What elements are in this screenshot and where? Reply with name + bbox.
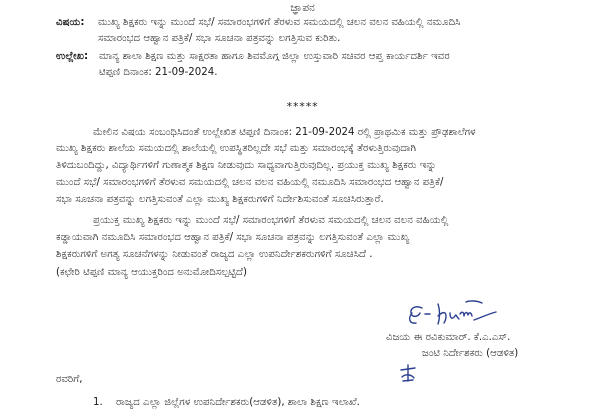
para2-line-1: ಪ್ರಯುಕ್ತ ಮುಖ್ಯ ಶಿಕ್ಷಕರು ಇನ್ನು ಮುಂದೆ ಸಭೆ/ ಸಮಾರಂಭಗಳಿಗೆ ತೆರಳುವ ಸಮಯದಲ್ಲಿ ಚಲನ ವಲನ ವಹಿಯಲ್ಲಿ: [93, 215, 449, 226]
signatory-name: ವಿಜಯ ಈ ರವಿಕುಮಾರ್. ಕೆ.ಎ.ಎಸ್.: [386, 332, 511, 343]
para1-line-3: ತಿಳಿದುಬಂದಿದ್ದು, ವಿದ್ಯಾರ್ಥಿಗಳಿಗೆ ಗುಣಾತ್ಮಕ ಶಿಕ್ಷಣ ನೀಡುವುದು ಸಾಧ್ಯವಾಗುತ್ತಿರುವುದಿಲ್ಲ. ಪ್ರಯುಕ್ತ ಮುಖ್ಯ ಶಿಕ್ಷಕರು ಇನ್ನು: [56, 160, 437, 171]
signatory-designation: ಜಂಟಿ ನಿರ್ದೇಶಕರು (ಆಡಳಿತ): [422, 348, 519, 359]
para1-line-1: ಮೇಲಿನ ವಿಷಯ ಸಂಬಂಧಿಸಿದಂತೆ ಉಲ್ಲೇಖಿತ ಟಿಪ್ಪಣಿ ದಿನಾಂಕ: 21-09-2024 ರಲ್ಲಿ ಪ್ರಾಥಮಿಕ ಮತ್ತು ಪ್ರೌಢಶಾಲೆಗಳ: [93, 127, 476, 138]
recipients-label: ರವರಿಗೆ,: [56, 374, 83, 385]
memo-heading: ಜ್ಞಾಪನ: [290, 2, 315, 14]
approval-note: (ಕಛೇರಿ ಟಿಪ್ಪಣಿ ಮಾನ್ಯ ಆಯುಕ್ತರಿಂದ ಅನುಮೋದಿಸಲ್ಪಟ್ಟಿದೆ): [56, 267, 247, 278]
para1-line-4: ಮುಂದೆ ಸಭೆ/ ಸಮಾರಂಭಗಳಿಗೆ ತೆರಳುವ ಸಮಯದಲ್ಲಿ ಚಲನ ವಲನ ವಹಿಯಲ್ಲಿ ನಮೂದಿಸಿ ಸಮಾರಂಭದ ಆಹ್ವಾನ ಪತ್ರಿಕೆ/: [56, 177, 444, 188]
reference-line-2: ಟಿಪ್ಪಣಿ ದಿನಾಂಕ: 21-09-2024.: [99, 67, 218, 78]
signature-mark: [400, 296, 510, 330]
subject-line-1: ಮುಖ್ಯ ಶಿಕ್ಷಕರು ಇನ್ನು ಮುಂದೆ ಸಭೆ/ ಸಮಾರಂಭಗಳಿಗೆ ತೆರಳುವ ಸಮಯದಲ್ಲಿ ಚಲನ ವಲನ ವಹಿಯಲ್ಲಿ ನಮೂದಿಸಿ: [98, 17, 461, 28]
subject-line-2: ಸಮಾರಂಭದ ಆಹ್ವಾನ ಪತ್ರಿಕೆ/ ಸಭಾ ಸೂಚನಾ ಪತ್ರವನ್ನು ಲಗತ್ತಿಸುವ ಕುರಿತು.: [98, 33, 341, 44]
reference-line-1: ಮಾನ್ಯ ಶಾಲಾ ಶಿಕ್ಷಣ ಮತ್ತು ಸಾಕ್ಷರತಾ ಹಾಗೂ ಶಿವಮೊಗ್ಗ ಜಿಲ್ಲಾ ಉಸ್ತುವಾರಿ ಸಚಿವರ ಆಪ್ತ ಕಾರ್ಯದರ್ಶಿ ಇವರ: [99, 51, 450, 62]
recipient-1-text: ರಾಜ್ಯದ ಎಲ್ಲಾ ಜಿಲ್ಲೆಗಳ ಉಪನಿರ್ದೇಶಕರು(ಆಡಳಿತ), ಶಾಲಾ ಶಿಕ್ಷಣ ಇಲಾಖೆ.: [116, 397, 360, 408]
para2-line-3: ಶಿಕ್ಷಕರುಗಳಿಗೆ ಅಗತ್ಯ ಸೂಚನೆಗಳನ್ನು ನೀಡುವಂತೆ ರಾಜ್ಯದ ಎಲ್ಲಾ ಉಪನಿರ್ದೇಶಕರುಗಳಿಗೆ ಸೂಚಿಸಿದೆ .: [56, 249, 373, 260]
para1-line-2: ಮುಖ್ಯ ಶಿಕ್ಷಕರು ಶಾಲೆಯ ಸಮಯದಲ್ಲಿ ಶಾಲೆಯಲ್ಲಿ ಉಪಸ್ಥಿತರಿಲ್ಲದೇ ಸಭೆ ಮತ್ತು ಸಮಾರಂಭಕ್ಕೆ ತೆರಳುತ್ತಿರುವುದಾಗಿ: [56, 143, 417, 154]
reference-label: ಉಲ್ಲೇಖ:: [56, 51, 89, 62]
subject-label: ವಿಷಯ:: [56, 17, 85, 28]
para2-line-2: ಕಡ್ಡಾಯವಾಗಿ ನಮೂದಿಸಿ ಸಮಾರಂಭದ ಆಹ್ವಾನ ಪತ್ರಿಕೆ/ ಸಭಾ ಸೂಚನಾ ಪತ್ರವನ್ನು ಲಗತ್ತಿಸುವಂತೆ ಎಲ್ಲಾ ಮುಖ್ಯ: [56, 232, 410, 243]
para1-line-5: ಸಭಾ ಸೂಚನಾ ಪತ್ರವನ್ನು ಲಗತ್ತಿಸುವಂತೆ ಎಲ್ಲಾ ಮುಖ್ಯ ಶಿಕ್ಷಕರುಗಳಿಗೆ ನಿರ್ದೇಶಿಸುವಂತೆ ಸೂಚಿಸಿರುತ್ತಾರೆ.: [56, 194, 384, 205]
separator-stars: *****: [286, 100, 319, 113]
recipient-1-number: 1.: [93, 397, 103, 408]
ink-stamp-mark: [397, 362, 419, 384]
